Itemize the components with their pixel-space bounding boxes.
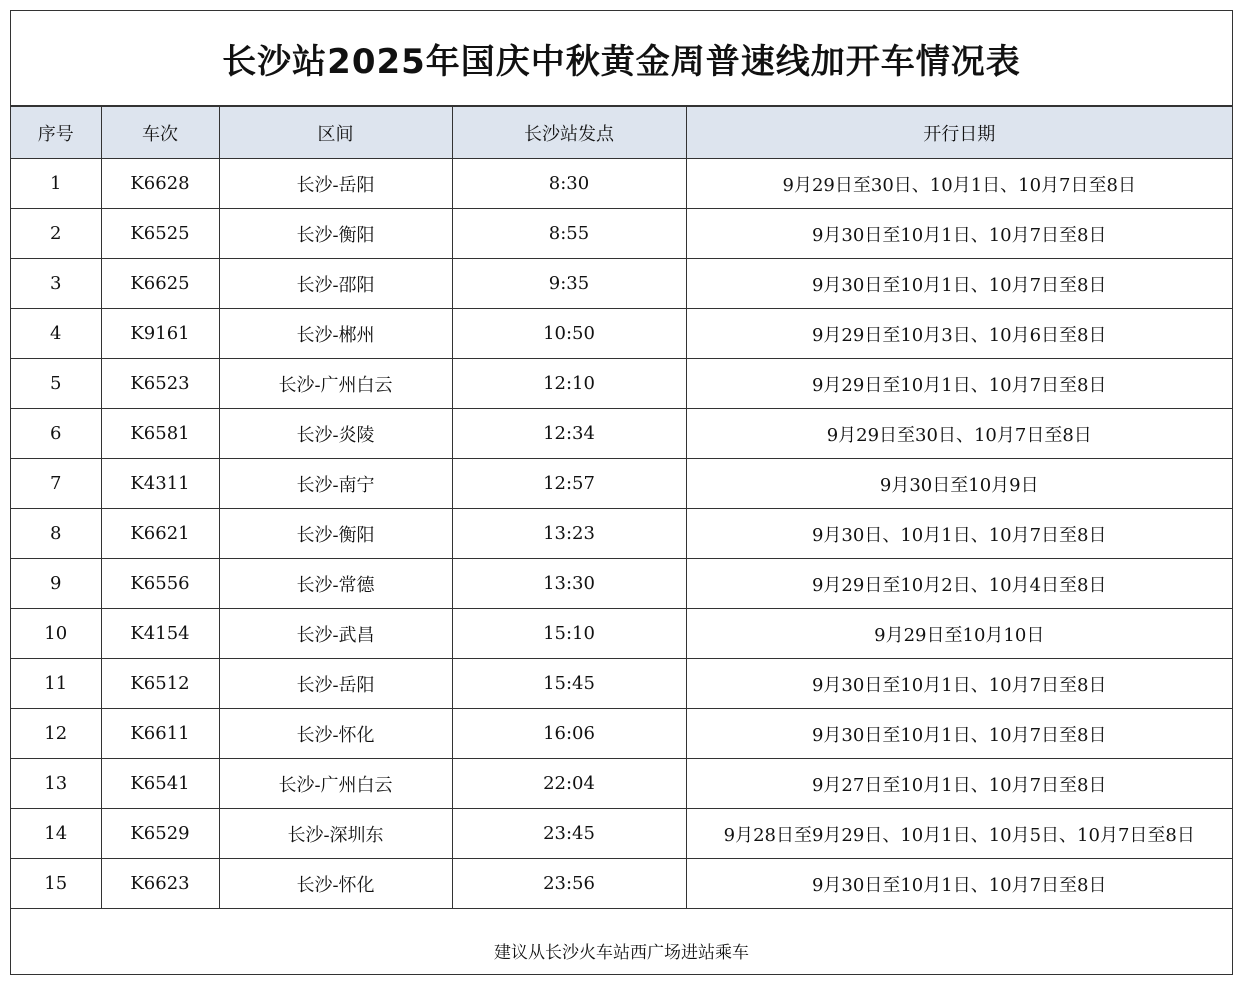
cell-departure: 15:45 xyxy=(452,659,686,709)
cell-train: K6512 xyxy=(101,659,219,709)
header-seq: 序号 xyxy=(11,107,101,159)
cell-dates: 9月29日至10月3日、10月6日至8日 xyxy=(686,309,1232,359)
cell-train: K6523 xyxy=(101,359,219,409)
cell-route: 长沙-衡阳 xyxy=(219,209,452,259)
table-row xyxy=(11,509,1232,559)
cell-train: K4311 xyxy=(101,459,219,509)
cell-train: K6623 xyxy=(101,859,219,909)
table-row xyxy=(11,159,1232,209)
cell-route: 长沙-岳阳 xyxy=(219,659,452,709)
table-row xyxy=(11,309,1232,359)
table-row xyxy=(11,359,1232,409)
schedule-table xyxy=(11,106,1232,909)
cell-departure: 8:55 xyxy=(452,209,686,259)
header-route: 区间 xyxy=(219,107,452,159)
cell-departure: 12:10 xyxy=(452,359,686,409)
page-title: 长沙站2025年国庆中秋黄金周普速线加开车情况表 xyxy=(11,11,1232,106)
cell-train: K6529 xyxy=(101,809,219,859)
cell-dates: 9月30日至10月1日、10月7日至8日 xyxy=(686,659,1232,709)
cell-departure: 9:35 xyxy=(452,259,686,309)
cell-seq: 15 xyxy=(11,859,101,909)
table-row xyxy=(11,759,1232,809)
cell-seq: 2 xyxy=(11,209,101,259)
table-row xyxy=(11,459,1232,509)
header-departure: 长沙站发点 xyxy=(452,107,686,159)
table-row xyxy=(11,659,1232,709)
cell-departure: 16:06 xyxy=(452,709,686,759)
cell-route: 长沙-怀化 xyxy=(219,709,452,759)
cell-route: 长沙-炎陵 xyxy=(219,409,452,459)
cell-dates: 9月30日、10月1日、10月7日至8日 xyxy=(686,509,1232,559)
cell-dates: 9月28日至9月29日、10月1日、10月5日、10月7日至8日 xyxy=(686,809,1232,859)
cell-seq: 13 xyxy=(11,759,101,809)
cell-route: 长沙-广州白云 xyxy=(219,759,452,809)
cell-train: K6556 xyxy=(101,559,219,609)
cell-route: 长沙-衡阳 xyxy=(219,509,452,559)
table-header-row xyxy=(11,107,1232,159)
table-row xyxy=(11,709,1232,759)
cell-seq: 4 xyxy=(11,309,101,359)
header-dates: 开行日期 xyxy=(686,107,1232,159)
table-row xyxy=(11,209,1232,259)
header-train: 车次 xyxy=(101,107,219,159)
footer-note: 建议从长沙火车站西广场进站乘车 xyxy=(494,942,749,963)
cell-dates: 9月30日至10月1日、10月7日至8日 xyxy=(686,259,1232,309)
cell-route: 长沙-邵阳 xyxy=(219,259,452,309)
cell-departure: 13:30 xyxy=(452,559,686,609)
cell-train: K6581 xyxy=(101,409,219,459)
cell-departure: 10:50 xyxy=(452,309,686,359)
cell-dates: 9月29日至10月1日、10月7日至8日 xyxy=(686,359,1232,409)
cell-seq: 12 xyxy=(11,709,101,759)
table-body xyxy=(11,159,1232,909)
cell-dates: 9月30日至10月1日、10月7日至8日 xyxy=(686,859,1232,909)
cell-departure: 22:04 xyxy=(452,759,686,809)
cell-train: K9161 xyxy=(101,309,219,359)
cell-departure: 12:34 xyxy=(452,409,686,459)
cell-seq: 5 xyxy=(11,359,101,409)
table-row xyxy=(11,609,1232,659)
cell-seq: 14 xyxy=(11,809,101,859)
cell-train: K6621 xyxy=(101,509,219,559)
schedule-sheet xyxy=(10,10,1233,975)
cell-departure: 12:57 xyxy=(452,459,686,509)
cell-route: 长沙-南宁 xyxy=(219,459,452,509)
cell-seq: 8 xyxy=(11,509,101,559)
cell-dates: 9月29日至30日、10月1日、10月7日至8日 xyxy=(686,159,1232,209)
cell-seq: 3 xyxy=(11,259,101,309)
cell-route: 长沙-郴州 xyxy=(219,309,452,359)
table-row xyxy=(11,809,1232,859)
cell-departure: 23:45 xyxy=(452,809,686,859)
cell-route: 长沙-常德 xyxy=(219,559,452,609)
cell-departure: 8:30 xyxy=(452,159,686,209)
cell-train: K6541 xyxy=(101,759,219,809)
cell-route: 长沙-广州白云 xyxy=(219,359,452,409)
cell-dates: 9月29日至10月2日、10月4日至8日 xyxy=(686,559,1232,609)
cell-departure: 23:56 xyxy=(452,859,686,909)
table-row xyxy=(11,859,1232,909)
table-row xyxy=(11,259,1232,309)
cell-dates: 9月27日至10月1日、10月7日至8日 xyxy=(686,759,1232,809)
cell-dates: 9月29日至10月10日 xyxy=(686,609,1232,659)
cell-train: K6625 xyxy=(101,259,219,309)
cell-seq: 11 xyxy=(11,659,101,709)
cell-dates: 9月30日至10月9日 xyxy=(686,459,1232,509)
cell-seq: 10 xyxy=(11,609,101,659)
cell-route: 长沙-深圳东 xyxy=(219,809,452,859)
cell-route: 长沙-岳阳 xyxy=(219,159,452,209)
cell-route: 长沙-武昌 xyxy=(219,609,452,659)
cell-route: 长沙-怀化 xyxy=(219,859,452,909)
cell-train: K6628 xyxy=(101,159,219,209)
cell-dates: 9月30日至10月1日、10月7日至8日 xyxy=(686,209,1232,259)
cell-train: K6525 xyxy=(101,209,219,259)
cell-seq: 7 xyxy=(11,459,101,509)
cell-seq: 9 xyxy=(11,559,101,609)
cell-seq: 1 xyxy=(11,159,101,209)
cell-train: K4154 xyxy=(101,609,219,659)
cell-dates: 9月30日至10月1日、10月7日至8日 xyxy=(686,709,1232,759)
cell-dates: 9月29日至30日、10月7日至8日 xyxy=(686,409,1232,459)
table-row xyxy=(11,559,1232,609)
table-row xyxy=(11,409,1232,459)
cell-departure: 15:10 xyxy=(452,609,686,659)
cell-seq: 6 xyxy=(11,409,101,459)
cell-train: K6611 xyxy=(101,709,219,759)
cell-departure: 13:23 xyxy=(452,509,686,559)
